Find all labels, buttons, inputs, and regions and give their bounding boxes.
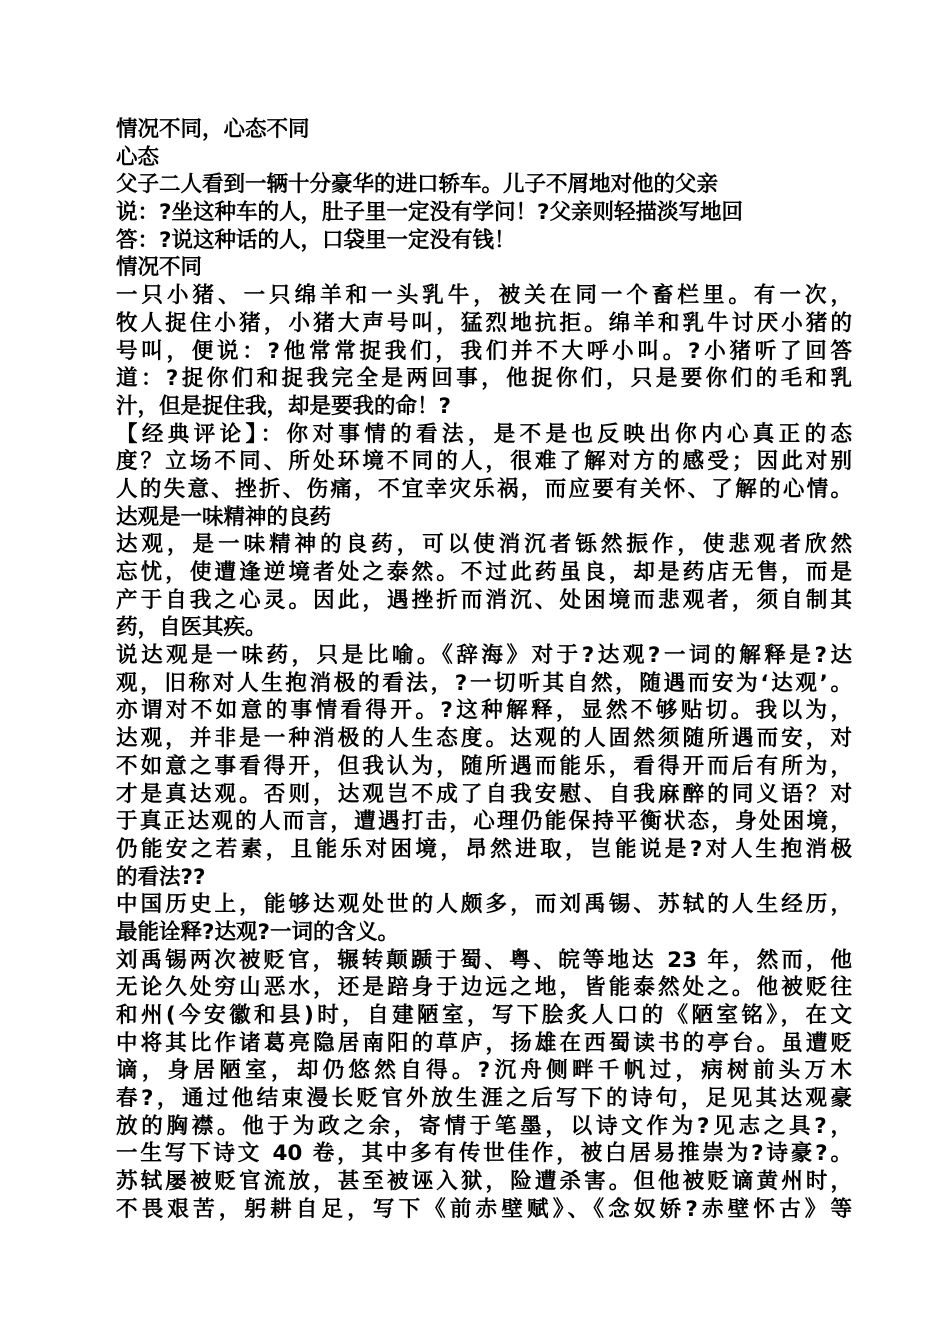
text-line: 答：?说这种话的人，口袋里一定没有钱！ xyxy=(116,227,516,253)
text-line: 情况不同，心态不同 xyxy=(116,117,310,142)
text-line: 放的胸襟。他于为政之余，寄情于笔墨，以诗文作为?见志之具?， xyxy=(116,1113,852,1139)
text-line: 春?，通过他结束漫长贬官外放生涯之后写下的诗句，足见其达观豪 xyxy=(116,1086,852,1112)
text-line: 一只小猪、一只绵羊和一头乳牛，被关在同一个畜栏里。有一次， xyxy=(116,283,852,309)
text-line: 达观是一味精神的良药 xyxy=(116,504,332,530)
text-line: 不畏艰苦，躬耕自足，写下《前赤壁赋》、《念奴娇?赤壁怀古》等 xyxy=(116,1196,852,1222)
text-line: 达观，并非是一种消极的人生态度。达观的人固然须随所遇而安，对 xyxy=(116,726,852,752)
text-line: 【经典评论】：你对事情的看法，是不是也反映出你内心真正的态 xyxy=(116,421,852,447)
text-line: 的看法?? xyxy=(116,864,206,890)
text-line: 和州(今安徽和县)时，自建陋室，写下脍炙人口的《陋室铭》，在文 xyxy=(116,1003,852,1028)
text-line: 无论久处穷山恶水，还是踣身于边远之地，皆能泰然处之。他被贬往 xyxy=(116,975,852,1001)
text-line: 忘忧，使遭逢逆境者处之泰然。不过此药虽良，却是药店无售，而是 xyxy=(116,560,852,585)
text-line: 号叫，便说：?他常常捉我们，我们并不大呼小叫。?小猪听了回答 xyxy=(116,338,852,364)
text-line: 中国历史上，能够达观处世的人颇多，而刘禹锡、苏轼的人生经历， xyxy=(116,892,852,918)
text-line: 刘禹锡两次被贬官，辗转颠踬于蜀、粤、皖等地达 23 年，然而，他 xyxy=(116,947,852,973)
text-line: 道：?捉你们和捉我完全是两回事，他捉你们，只是要你们的毛和乳 xyxy=(116,366,852,392)
text-line: 心态 xyxy=(116,144,160,170)
text-line: 汁，但是捉住我，却是要我的命！? xyxy=(116,393,451,419)
text-line: 父子二人看到一辆十分豪华的进口轿车。儿子不屑地对他的父亲 xyxy=(116,172,719,198)
text-line: 最能诠释?达观?一词的含义。 xyxy=(116,919,399,945)
text-line: 苏轼屡被贬官流放，甚至被诬入狱，险遭杀害。但他被贬谪黄州时， xyxy=(116,1169,852,1195)
text-line: 谪，身居陋室，却仍悠然自得。?沉舟侧畔千帆过，病树前头万木 xyxy=(116,1058,852,1084)
text-line: 一生写下诗文 40 卷，其中多有传世佳作，被白居易推崇为?诗豪?。 xyxy=(116,1141,852,1167)
text-line: 牧人捉住小猪，小猪大声号叫，猛烈地抗拒。绵羊和乳牛讨厌小猪的 xyxy=(116,310,852,336)
text-line: 才是真达观。否则，达观岂不成了自我安慰、自我麻醉的同义语？对 xyxy=(116,781,852,807)
text-line: 于真正达观的人而言，遭遇打击，心理仍能保持平衡状态，身处困境， xyxy=(116,809,852,835)
text-line: 亦谓对不如意的事情看得开。?这种解释，显然不够贴切。我以为， xyxy=(116,698,852,724)
text-line: 仍能安之若素，且能乐对困境，昂然进取，岂能说是?对人生抱消极 xyxy=(116,836,852,862)
text-line: 人的失意、挫折、伤痛，不宜幸灾乐祸，而应要有关怀、了解的心情。 xyxy=(116,476,852,502)
text-line: 情况不同 xyxy=(116,255,203,281)
text-line: 说：?坐这种车的人，肚子里一定没有学问！?父亲则轻描淡写地回 xyxy=(116,200,743,226)
text-line: 中将其比作诸葛亮隐居南阳的草庐，扬雄在西蜀读书的亭台。虽遭贬 xyxy=(116,1030,852,1056)
text-line: 不如意之事看得开，但我认为，随所遇而能乐，看得开而后有所为， xyxy=(116,753,852,779)
document-page xyxy=(116,116,852,1224)
text-line: 说达观是一味药，只是比喻。《辞海》对于?达观?一词的解释是?达 xyxy=(116,643,852,669)
text-line: 产于自我之心灵。因此，遇挫折而消沉、处困境而悲观者，须自制其 xyxy=(116,587,852,613)
text-line: 度？立场不同、所处环境不同的人，很难了解对方的感受；因此对别 xyxy=(116,449,852,475)
text-line: 药，自医其疾。 xyxy=(116,615,267,641)
text-line: 达观，是一味精神的良药，可以使消沉者铄然振作，使悲观者欣然 xyxy=(116,532,852,558)
text-line: 观，旧称对人生抱消极的看法，?一切听其自然，随遇而安为‘达观’。 xyxy=(116,670,852,696)
